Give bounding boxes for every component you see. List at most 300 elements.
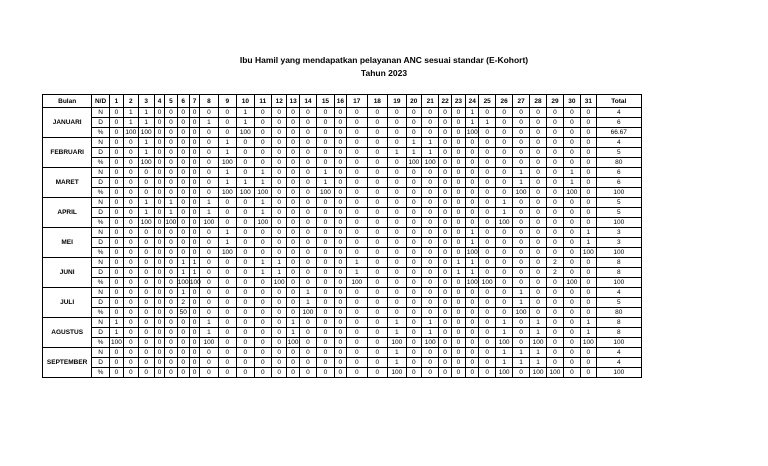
value-cell: 0 — [513, 228, 529, 238]
value-cell: 0 — [154, 368, 164, 378]
value-cell: 1 — [388, 148, 406, 158]
month-cell: AGUSTUS — [43, 318, 92, 348]
value-cell: 0 — [529, 108, 546, 118]
value-cell: 0 — [346, 198, 367, 208]
value-cell: 1 — [466, 238, 479, 248]
value-cell: 0 — [439, 348, 451, 358]
value-cell: 0 — [495, 268, 512, 278]
value-cell: 0 — [254, 298, 271, 308]
table-row — [43, 318, 642, 328]
value-cell: 1 — [124, 108, 138, 118]
value-cell: 0 — [189, 338, 199, 348]
value-cell: 0 — [334, 218, 346, 228]
value-cell: 0 — [334, 238, 346, 248]
table-row — [43, 118, 642, 128]
value-cell: 0 — [109, 138, 123, 148]
value-cell: 0 — [513, 198, 529, 208]
value-cell: 1 — [138, 208, 154, 218]
value-cell: 0 — [287, 128, 299, 138]
value-cell: 0 — [529, 258, 546, 268]
value-cell: 0 — [165, 268, 177, 278]
nd-cell: % — [92, 248, 109, 258]
value-cell: 0 — [272, 348, 287, 358]
value-cell: 0 — [237, 258, 254, 268]
value-cell: 0 — [317, 148, 334, 158]
value-cell: 100 — [299, 308, 316, 318]
value-cell: 100 — [237, 128, 254, 138]
value-cell: 1 — [466, 258, 479, 268]
value-cell: 0 — [124, 308, 138, 318]
value-cell: 0 — [388, 168, 406, 178]
value-cell: 1 — [218, 168, 236, 178]
value-cell: 100 — [479, 278, 495, 288]
table-row — [43, 298, 642, 308]
value-cell: 0 — [109, 368, 123, 378]
month-cell: JUNI — [43, 258, 92, 288]
value-cell: 1 — [200, 318, 218, 328]
value-cell: 0 — [189, 308, 199, 318]
value-cell: 0 — [254, 108, 271, 118]
value-cell: 0 — [439, 268, 451, 278]
value-cell: 0 — [388, 248, 406, 258]
value-cell: 1 — [388, 348, 406, 358]
value-cell: 0 — [406, 308, 421, 318]
value-cell: 0 — [581, 218, 596, 228]
value-cell: 0 — [346, 318, 367, 328]
value-cell: 0 — [367, 228, 388, 238]
value-cell: 0 — [406, 368, 421, 378]
value-cell: 0 — [421, 168, 438, 178]
value-cell: 0 — [177, 328, 189, 338]
value-cell: 0 — [406, 238, 421, 248]
table-row — [43, 278, 642, 288]
value-cell: 0 — [177, 118, 189, 128]
value-cell: 0 — [287, 258, 299, 268]
value-cell: 0 — [451, 358, 465, 368]
value-cell: 0 — [200, 348, 218, 358]
value-cell: 0 — [272, 108, 287, 118]
value-cell: 100 — [466, 129, 478, 136]
table-row — [43, 188, 642, 198]
value-cell: 0 — [495, 228, 512, 238]
value-cell: 0 — [165, 318, 177, 328]
value-cell: 0 — [421, 368, 438, 378]
value-cell: 0 — [547, 198, 563, 208]
value-cell: 0 — [287, 178, 299, 188]
value-cell: 0 — [581, 188, 596, 198]
value-cell: 0 — [138, 178, 154, 188]
value-cell: 1 — [317, 178, 334, 188]
nd-cell: D — [92, 268, 109, 278]
header-day-6: 6 — [177, 95, 189, 108]
value-cell: 0 — [529, 118, 546, 128]
value-cell: 0 — [367, 348, 388, 358]
value-cell: 0 — [547, 218, 563, 228]
value-cell: 0 — [218, 258, 236, 268]
table-row — [43, 168, 642, 178]
value-cell: 0 — [154, 318, 164, 328]
value-cell: 0 — [513, 208, 529, 218]
value-cell: 0 — [529, 298, 546, 308]
value-cell: 0 — [109, 208, 123, 218]
value-cell: 0 — [581, 278, 596, 288]
value-cell: 1 — [254, 178, 271, 188]
value-cell: 0 — [334, 108, 346, 118]
value-cell: 0 — [317, 268, 334, 278]
value-cell: 0 — [154, 268, 164, 278]
value-cell: 0 — [287, 198, 299, 208]
value-cell: 0 — [421, 188, 438, 198]
value-cell: 0 — [513, 108, 529, 118]
value-cell: 0 — [237, 158, 254, 168]
value-cell: 0 — [177, 148, 189, 158]
value-cell: 0 — [165, 238, 177, 248]
value-cell: 0 — [254, 228, 271, 238]
value-cell: 0 — [406, 288, 421, 298]
value-cell: 0 — [165, 338, 177, 348]
value-cell: 0 — [218, 298, 236, 308]
value-cell: 0 — [367, 148, 388, 158]
value-cell: 0 — [189, 328, 199, 338]
value-cell: 1 — [218, 228, 236, 238]
value-cell: 0 — [495, 278, 512, 288]
value-cell: 0 — [513, 368, 529, 378]
value-cell: 0 — [154, 248, 164, 258]
table-row — [43, 308, 642, 318]
value-cell: 100 — [495, 338, 512, 348]
value-cell: 0 — [189, 298, 199, 308]
value-cell: 0 — [254, 358, 271, 368]
value-cell: 0 — [581, 178, 596, 188]
value-cell: 0 — [547, 188, 563, 198]
value-cell: 0 — [451, 218, 465, 228]
header-day-18: 18 — [367, 95, 388, 108]
value-cell: 0 — [581, 128, 596, 138]
value-cell: 0 — [406, 118, 421, 128]
value-cell: 0 — [177, 318, 189, 328]
value-cell: 0 — [299, 168, 316, 178]
header-day-29: 29 — [547, 95, 563, 108]
value-cell: 0 — [124, 268, 138, 278]
value-cell: 0 — [317, 108, 334, 118]
value-cell: 0 — [421, 198, 438, 208]
title-block — [0, 54, 768, 80]
value-cell: 0 — [388, 208, 406, 218]
value-cell: 0 — [451, 148, 465, 158]
value-cell: 0 — [547, 338, 563, 348]
value-cell: 0 — [547, 128, 563, 138]
value-cell: 0 — [287, 228, 299, 238]
value-cell: 0 — [346, 328, 367, 338]
value-cell: 1 — [218, 148, 236, 158]
value-cell: 0 — [109, 128, 123, 138]
value-cell: 1 — [466, 268, 479, 278]
table-row — [43, 138, 642, 148]
value-cell: 0 — [334, 368, 346, 378]
value-cell: 0 — [138, 258, 154, 268]
value-cell: 0 — [109, 168, 123, 178]
value-cell: 0 — [334, 228, 346, 238]
value-cell: 0 — [254, 348, 271, 358]
value-cell: 0 — [154, 208, 164, 218]
value-cell: 0 — [451, 348, 465, 358]
value-cell: 0 — [479, 178, 495, 188]
value-cell: 0 — [317, 118, 334, 128]
value-cell: 0 — [287, 108, 299, 118]
value-cell: 1 — [406, 138, 421, 148]
value-cell: 0 — [287, 158, 299, 168]
value-cell: 0 — [547, 278, 563, 288]
value-cell: 0 — [124, 188, 138, 198]
value-cell: 0 — [200, 188, 218, 198]
nd-cell: D — [92, 358, 109, 368]
value-cell: 0 — [299, 368, 316, 378]
value-cell: 0 — [451, 178, 465, 188]
value-cell: 0 — [237, 318, 254, 328]
nd-cell: % — [92, 188, 109, 198]
value-cell: 0 — [317, 278, 334, 288]
value-cell: 0 — [529, 128, 546, 138]
value-cell: 0 — [513, 128, 529, 138]
value-cell: 0 — [529, 178, 546, 188]
total-cell: 66.67 — [596, 128, 641, 138]
value-cell: 0 — [200, 238, 218, 248]
value-cell: 0 — [254, 238, 271, 248]
value-cell: 0 — [165, 118, 177, 128]
value-cell: 0 — [189, 348, 199, 358]
value-cell: 0 — [529, 228, 546, 238]
header-day-14: 14 — [299, 95, 316, 108]
value-cell: 0 — [124, 158, 138, 168]
value-cell: 0 — [563, 158, 580, 168]
value-cell: 0 — [406, 198, 421, 208]
value-cell: 0 — [237, 218, 254, 228]
value-cell: 0 — [451, 368, 465, 378]
value-cell: 0 — [547, 158, 563, 168]
value-cell: 0 — [439, 328, 451, 338]
value-cell: 0 — [165, 298, 177, 308]
value-cell: 0 — [200, 278, 218, 288]
value-cell: 0 — [581, 198, 596, 208]
value-cell: 0 — [165, 328, 177, 338]
value-cell: 0 — [563, 208, 580, 218]
total-cell: 6 — [596, 168, 641, 178]
value-cell: 0 — [513, 248, 529, 258]
value-cell: 0 — [334, 268, 346, 278]
value-cell: 0 — [154, 128, 164, 138]
value-cell: 100 — [317, 188, 334, 198]
total-cell: 8 — [596, 318, 641, 328]
value-cell: 0 — [138, 328, 154, 338]
value-cell: 0 — [200, 268, 218, 278]
value-cell: 0 — [299, 248, 316, 258]
value-cell: 0 — [367, 118, 388, 128]
value-cell: 0 — [479, 308, 495, 318]
value-cell: 0 — [124, 198, 138, 208]
value-cell: 0 — [218, 218, 236, 228]
value-cell: 100 — [495, 218, 512, 228]
value-cell: 0 — [189, 188, 199, 198]
value-cell: 0 — [451, 208, 465, 218]
value-cell: 0 — [272, 118, 287, 128]
value-cell: 0 — [367, 368, 388, 378]
value-cell: 0 — [218, 108, 236, 118]
value-cell: 0 — [466, 308, 479, 318]
value-cell: 0 — [254, 138, 271, 148]
value-cell: 1 — [421, 148, 438, 158]
header-day-17: 17 — [346, 95, 367, 108]
value-cell: 100 — [388, 338, 406, 348]
value-cell: 0 — [299, 128, 316, 138]
value-cell: 0 — [218, 208, 236, 218]
value-cell: 0 — [547, 348, 563, 358]
value-cell: 0 — [388, 138, 406, 148]
value-cell: 0 — [334, 318, 346, 328]
value-cell: 0 — [421, 108, 438, 118]
value-cell: 0 — [334, 308, 346, 318]
value-cell: 0 — [495, 178, 512, 188]
value-cell: 0 — [581, 368, 596, 378]
value-cell: 1 — [466, 228, 479, 238]
value-cell: 0 — [367, 288, 388, 298]
nd-cell: % — [92, 128, 109, 138]
value-cell: 0 — [479, 288, 495, 298]
value-cell: 0 — [154, 298, 164, 308]
value-cell: 0 — [154, 138, 164, 148]
header-day-12: 12 — [272, 95, 287, 108]
value-cell: 0 — [451, 228, 465, 238]
value-cell: 0 — [563, 338, 580, 348]
total-cell: 80 — [596, 308, 641, 318]
value-cell: 0 — [334, 198, 346, 208]
value-cell: 0 — [200, 138, 218, 148]
value-cell: 0 — [529, 138, 546, 148]
value-cell: 0 — [138, 298, 154, 308]
value-cell: 0 — [154, 338, 164, 348]
value-cell: 0 — [189, 228, 199, 238]
header-day-23: 23 — [451, 95, 465, 108]
value-cell: 1 — [581, 318, 596, 328]
value-cell: 0 — [299, 218, 316, 228]
value-cell: 0 — [124, 298, 138, 308]
value-cell: 0 — [346, 138, 367, 148]
value-cell: 100 — [218, 248, 236, 258]
value-cell: 0 — [334, 158, 346, 168]
table-row — [43, 148, 642, 158]
value-cell: 0 — [346, 188, 367, 198]
value-cell: 1 — [495, 208, 512, 218]
value-cell: 0 — [189, 138, 199, 148]
value-cell: 0 — [177, 358, 189, 368]
nd-cell: % — [92, 278, 109, 288]
value-cell: 0 — [165, 308, 177, 318]
value-cell: 2 — [177, 298, 189, 308]
value-cell: 1 — [218, 138, 236, 148]
nd-cell: % — [92, 308, 109, 318]
value-cell: 0 — [165, 358, 177, 368]
anc-kohort-table — [42, 94, 642, 378]
value-cell: 0 — [581, 268, 596, 278]
total-cell: 4 — [596, 348, 641, 358]
value-cell: 0 — [317, 258, 334, 268]
value-cell: 0 — [154, 328, 164, 338]
value-cell: 0 — [479, 298, 495, 308]
total-cell: 5 — [596, 208, 641, 218]
value-cell: 0 — [479, 188, 495, 198]
value-cell: 1 — [200, 198, 218, 208]
value-cell: 0 — [237, 138, 254, 148]
value-cell: 0 — [109, 228, 123, 238]
value-cell: 0 — [317, 138, 334, 148]
value-cell: 0 — [388, 238, 406, 248]
value-cell: 0 — [299, 188, 316, 198]
value-cell: 0 — [334, 168, 346, 178]
value-cell: 0 — [466, 288, 479, 298]
value-cell: 0 — [439, 248, 451, 258]
value-cell: 0 — [200, 228, 218, 238]
value-cell: 1 — [254, 268, 271, 278]
value-cell: 0 — [165, 248, 177, 258]
value-cell: 0 — [547, 228, 563, 238]
value-cell: 0 — [165, 278, 177, 288]
value-cell: 0 — [177, 208, 189, 218]
value-cell: 0 — [299, 228, 316, 238]
total-cell: 6 — [596, 118, 641, 128]
value-cell: 0 — [334, 258, 346, 268]
value-cell: 0 — [317, 308, 334, 318]
header-day-27: 27 — [513, 95, 529, 108]
value-cell: 0 — [479, 358, 495, 368]
value-cell: 0 — [421, 268, 438, 278]
value-cell: 0 — [581, 348, 596, 358]
nd-cell: D — [92, 328, 109, 338]
value-cell: 0 — [138, 168, 154, 178]
value-cell: 0 — [406, 218, 421, 228]
report-year: Tahun 2023 — [360, 68, 408, 78]
value-cell: 0 — [346, 148, 367, 158]
value-cell: 0 — [421, 358, 438, 368]
value-cell: 1 — [581, 328, 596, 338]
header-row — [43, 95, 642, 108]
value-cell: 100 — [237, 188, 254, 198]
value-cell: 0 — [451, 128, 465, 138]
value-cell: 0 — [254, 318, 271, 328]
value-cell: 0 — [299, 348, 316, 358]
value-cell: 1 — [272, 268, 287, 278]
header-day-21: 21 — [421, 95, 438, 108]
value-cell: 0 — [346, 118, 367, 128]
header-day-10: 10 — [237, 95, 254, 108]
value-cell: 0 — [367, 108, 388, 118]
value-cell: 0 — [287, 208, 299, 218]
value-cell: 0 — [563, 298, 580, 308]
value-cell: 0 — [367, 158, 388, 168]
value-cell: 1 — [177, 268, 189, 278]
value-cell: 1 — [451, 268, 465, 278]
value-cell: 1 — [388, 328, 406, 338]
value-cell: 1 — [109, 318, 123, 328]
value-cell: 0 — [367, 168, 388, 178]
value-cell: 0 — [495, 258, 512, 268]
value-cell: 0 — [165, 158, 177, 168]
value-cell: 0 — [200, 108, 218, 118]
header-day-8: 8 — [200, 95, 218, 108]
value-cell: 0 — [439, 358, 451, 368]
value-cell: 0 — [154, 238, 164, 248]
value-cell: 0 — [421, 238, 438, 248]
value-cell: 0 — [581, 298, 596, 308]
value-cell: 0 — [218, 318, 236, 328]
